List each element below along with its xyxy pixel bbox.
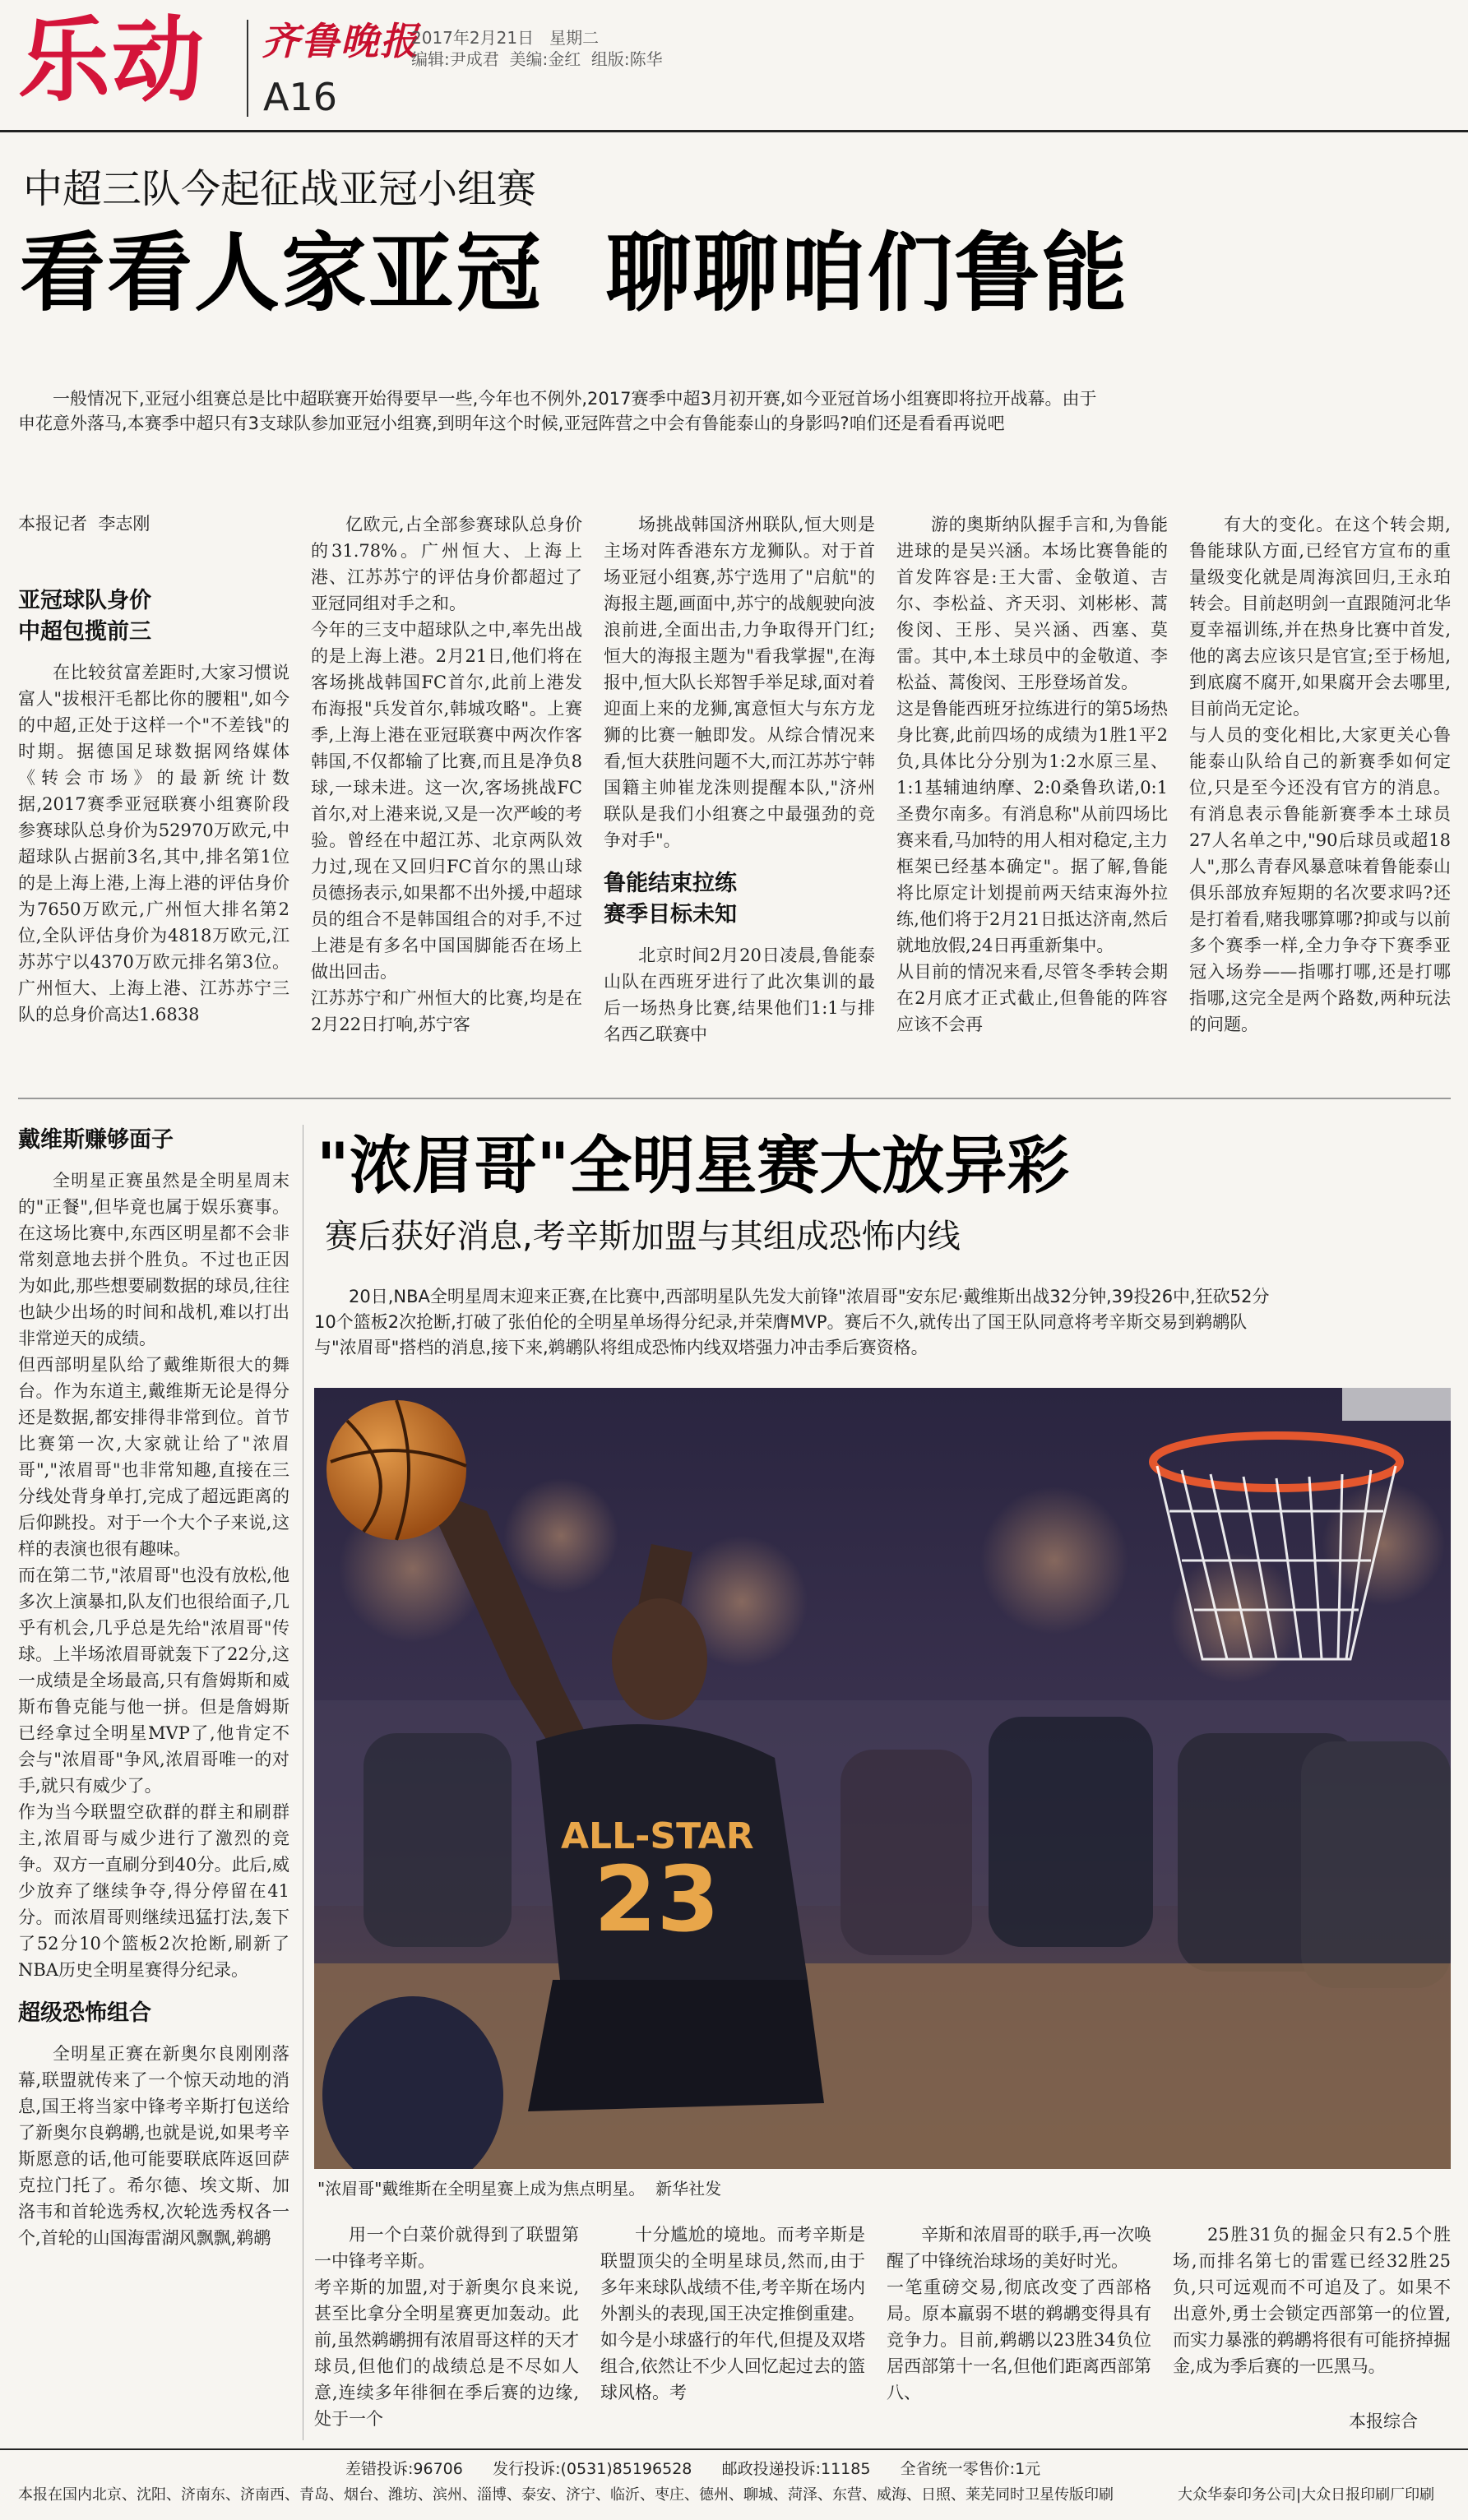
story2-headline: "浓眉哥"全明星赛大放异彩 <box>317 1129 1070 1202</box>
basketball <box>326 1400 466 1540</box>
column-text: 全明星正赛虽然是全明星周末的"正餐",但毕竟也属于娱乐赛事。在这场比赛中,东西区明星都不会非常刻意地去拼个胜负。不过也正因为如此,那些想要刷数据的球员,往往也缺少出场的时间和战机,难以打出非常逆天的成绩。 但西部明星队给了戴维斯很大的舞台。作为东道主,戴维斯无论是得分还是数据,都安排得非常到位。首节比赛第一次,大家就让给了"浓眉哥","浓眉哥"也非常知趣,直接在三分线处背身单打,完成了超远距离的后仰跳投。对于一个大个子来说,这样的表演也很有趣味。 而在第二节,"浓眉哥"也没有放松,他多次上演暴扣,队友们也很给面子,几乎有机会,几乎总是先给"浓眉哥"传球。上半场浓眉哥就轰下了22分,这一成绩是全场最高,只有詹姆斯和威斯布鲁克能与他一拼。但是詹姆斯已经拿过全明星MVP了,他肯定不会与"浓眉哥"争风,浓眉哥唯一的对手,就只有威少了。 作为当今联盟空砍群的群主和刷群主,浓眉哥与威少进行了激烈的竞争。双方一直刷分到40分。此后,威少放弃了继续争夺,得分停留在41分。而浓眉哥则继续迅猛打法,轰下了52分10个篮板2次抢断,刷新了NBA历史全明星赛得分纪录。 <box>18 1171 289 1980</box>
masthead-rule <box>0 130 1468 132</box>
weekday: 星期二 <box>549 28 600 48</box>
subhead-luneng: 鲁能结束拉练 赛季目标未知 <box>604 871 737 927</box>
column-text: 全明星正赛在新奥尔良刚刚落幕,联盟就传来了一个惊天动地的消息,国王将当家中锋考辛斯打包送给了新奥尔良鹈鹕,也就是说,如果考辛斯愿意的话,他可能要联底阵返回萨克拉门托了。希尔德、埃文斯、加洛韦和首轮选秀权,次轮选秀权各一个,首轮的山国海雷湖风飘飘,鹈鹕 <box>18 2044 289 2248</box>
column-text: 游的奥斯纳队握手言和,为鲁能进球的是吴兴涵。本场比赛鲁能的首发阵容是:王大雷、金敬道、吉尔、李松益、齐天羽、刘彬彬、蒿俊闵、王彤、吴兴涵、西塞、莫雷。其中,本土球员中的金敬道、李松益、蒿俊闵、王彤登场首发。 这是鲁能西班牙拉练进行的第5场热身比赛,此前四场的成绩为1胜1平2负,具体比分分别为1:2水原三星、1:1基辅迪纳摩、2:0桑鲁玖诺,0:1圣费尔南多。有消息称"从前四场比赛来看,马加特的用人相对稳定,主力框架已经基本确定"。据了解,鲁能将比原定计划提前两天结束海外拉练,他们将于2月21日抵达济南,然后就地放假,24日再重新集中。 从目前的情况来看,尽管冬季转会期在2月底才正式截止,但鲁能的阵容应该不会再 <box>896 515 1168 1034</box>
subhead-price: 亚冠球队身价 中超包揽前三 <box>18 588 151 645</box>
column-text: 场挑战韩国济州联队,恒大则是主场对阵香港东方龙狮队。对于首场亚冠小组赛,苏宁选用了"启航"的海报主题,画面中,苏宁的战舰驶向波浪前进,全面出击,力争取得开门红;恒大的海报主题为"看我掌握",在海报中,恒大队长郑智手举足球,面对着迎面上来的龙狮,寓意恒大与东方龙狮的比赛一触即发。从综合情况来看,恒大获胜问题不大,而江苏苏宁韩国籍主帅崔龙洙则提醒本队,"济州联队是我们小组赛之中最强劲的竞争对手"。 <box>604 515 875 850</box>
story1-column-5 <box>1189 511 1451 1070</box>
date: 2017年2月21日 <box>411 28 535 48</box>
photo-allstar <box>314 1388 1451 2169</box>
footer-printer: 大众华泰印务公司|大众日报印刷厂印刷 <box>1178 2486 1435 2504</box>
story1-column-2 <box>311 511 582 1070</box>
subhead-davis: 戴维斯赚够面子 <box>18 1127 174 1153</box>
story1-lead: 一般情况下,亚冠小组赛总是比中超联赛开始得要早一些,今年也不例外,2017赛季中超3月初开赛,如今亚冠首场小组赛即将拉开战幕。由于申花意外落马,本赛季中超只有3支球队参加亚冠小组赛,到明年这个时候,亚冠阵营之中会有鲁能泰山的身影吗?咱们还是看看再说吧 <box>18 389 1097 433</box>
story2-lead: 20日,NBA全明星周末迎来正赛,在比赛中,西部明星队先发大前锋"浓眉哥"安东尼·戴维斯出战32分钟,39投26中,狂砍52分10个篮板2次抢断,打破了张伯伦的全明星单场得分纪录,并荣膺MVP。赛后不久,就传出了国王队同意将考辛斯交易到鹈鹕队与"浓眉哥"搭档的消息,接下来,鹈鹕队将组成恐怖内线双塔强力冲击季后赛资格。 <box>314 1287 1270 1357</box>
masthead-divider <box>247 20 248 117</box>
byline: 本报记者 李志刚 <box>18 514 151 534</box>
footer-printing: 本报在国内北京、沈阳、济南东、济南西、青岛、烟台、潍坊、滨州、淄博、泰安、济宁、临沂、枣庄、德州、聊城、菏泽、东营、威海、日照、莱芜同时卫星传版印刷 <box>18 2486 1114 2504</box>
column-text: 十分尴尬的境地。而考辛斯是联盟顶尖的全明星球员,然而,由于多年来球队战绩不佳,考辛斯在场内外割头的表现,国王决定推倒重建。 如今是小球盛行的年代,但提及双塔组合,依然让不少人回忆起过去的篮球风格。考 <box>600 2225 865 2402</box>
story1-column-3 <box>604 511 875 1070</box>
story2-column-2 <box>600 2222 865 2435</box>
page-number: A16 <box>263 75 338 119</box>
footer-hotlines: 差错投诉:96706 发行投诉:(0531)85196528 邮政投递投诉:11185 全省统一零售价:1元 <box>345 2460 1041 2478</box>
issue-date <box>411 25 599 49</box>
jersey-number: 23 <box>594 1847 720 1952</box>
story2-column-4 <box>1173 2222 1451 2411</box>
jersey-text: ALL-STAR <box>561 1815 754 1857</box>
story1-headline: 看看人家亚冠 聊聊咱们鲁能 <box>20 223 1129 323</box>
story1-column-1 <box>18 511 289 1070</box>
footer-rule <box>0 2448 1468 2450</box>
story2-sidebar <box>18 1125 289 2440</box>
davis-photo <box>314 1388 1451 2169</box>
editor-credits: 编辑:尹成君 美编:金红 组版:陈华 <box>411 49 663 69</box>
subhead-combo: 超级恐怖组合 <box>18 2000 151 2026</box>
story2-column-3 <box>887 2222 1151 2435</box>
column-text: 25胜31负的掘金只有2.5个胜场,而排名第七的雷霆已经32胜25负,只可远观而不可追及了。如果不出意外,勇士会锁定西部第一的位置,而实力暴涨的鹈鹕将很有可能挤掉掘金,成为季后赛的一匹黑马。 <box>1173 2225 1451 2376</box>
column-text: 北京时间2月20日凌晨,鲁能泰山队在西班牙进行了此次集训的最后一场热身比赛,结果他们1:1与排名西乙联赛中 <box>604 946 875 1044</box>
story2-credit: 本报综合 <box>1349 2411 1418 2431</box>
story1-column-4 <box>896 511 1168 1070</box>
photo-caption: "浓眉哥"戴维斯在全明星赛上成为焦点明星。 新华社发 <box>317 2179 722 2199</box>
story2-column-1 <box>314 2222 579 2435</box>
paper-logo: 齐鲁晚报 <box>262 19 419 63</box>
story1-kicker: 中超三队今起征战亚冠小组赛 <box>23 166 537 212</box>
column-text: 亿欧元,占全部参赛球队总身价的31.78%。广州恒大、上海上港、江苏苏宁的评估身价都超过了亚冠同组对手之和。 今年的三支中超球队之中,率先出战的是上海上港。2月21日,他们将在客场挑战韩国FC首尔,此前上港发布海报"兵发首尔,韩城攻略"。上赛季,上海上港在亚冠联赛中两次作客韩国,不仅都输了比赛,而且是净负8球,一球未进。这一次,客场挑战FC首尔,对上港来说,又是一次严峻的考验。曾经在中超江苏、北京两队效力过,现在又回归FC首尔的黑山球员德扬表示,如果都不出外援,中超球员的组合不是韩国组合的对手,不过上港是有多名中国国脚能否在场上做出回击。 江苏苏宁和广州恒大的比赛,均是在2月22日打响,苏宁客 <box>311 515 582 1034</box>
section-divider <box>18 1098 1451 1099</box>
masthead <box>0 0 1468 132</box>
column-text: 辛斯和浓眉哥的联手,再一次唤醒了中锋统治球场的美好时光。 一笔重磅交易,彻底改变了西部格局。原本羸弱不堪的鹈鹕变得具有竞争力。目前,鹈鹕以23胜34负位居西部第十一名,但他们距离西部第八、 <box>887 2225 1151 2402</box>
section-title: 乐动 <box>18 7 206 114</box>
column-text: 用一个白菜价就得到了联盟第一中锋考辛斯。 考辛斯的加盟,对于新奥尔良来说,甚至比拿分全明星赛更加轰动。此前,虽然鹈鹕拥有浓眉哥这样的天才球员,但他们的战绩总是不尽如人意,连续多年徘徊在季后赛的边缘,处于一个 <box>314 2225 579 2429</box>
column-text: 在比较贫富差距时,大家习惯说富人"拔根汗毛都比你的腰粗",如今的中超,正处于这样一个"不差钱"的时期。据德国足球数据网络媒体《转会市场》的最新统计数据,2017赛季亚冠联赛小组赛阶段参赛球队总身价为52970万欧元,中超球队占据前3名,其中,排名第1位的是上海上港,上海上港的评估身价为7650万欧元,广州恒大排名第2位,全队评估身价为4818万欧元,江苏苏宁以4370万欧元排名第3位。广州恒大、上海上港、江苏苏宁三队的总身价高达1.6838 <box>18 663 289 1024</box>
story2-subheadline: 赛后获好消息,考辛斯加盟与其组成恐怖内线 <box>325 1218 961 1255</box>
column-text: 有大的变化。在这个转会期,鲁能球队方面,已经官方宣布的重量级变化就是周海滨回归,王永珀转会。目前赵明剑一直跟随河北华夏幸福训练,并在热身比赛中首发,他的离去应该只是官宣;至于杨旭,到底腐不腐开,如果腐开会去哪里,目前尚无定论。 与人员的变化相比,大家更关心鲁能泰山队给自己的新赛季如何定位,只是至今还没有官方的消息。有消息表示鲁能新赛季本土球员27人名单之中,"90后球员或超18人",那么青春风暴意味着鲁能泰山俱乐部放弃短期的名次要求吗?还是打着看,赌我哪算哪?抑或与以前多个赛季一样,全力争夺下赛季亚冠入场券——指哪打哪,还是打哪指哪,这完全是两个路数,两种玩法的问题。 <box>1189 515 1451 1034</box>
